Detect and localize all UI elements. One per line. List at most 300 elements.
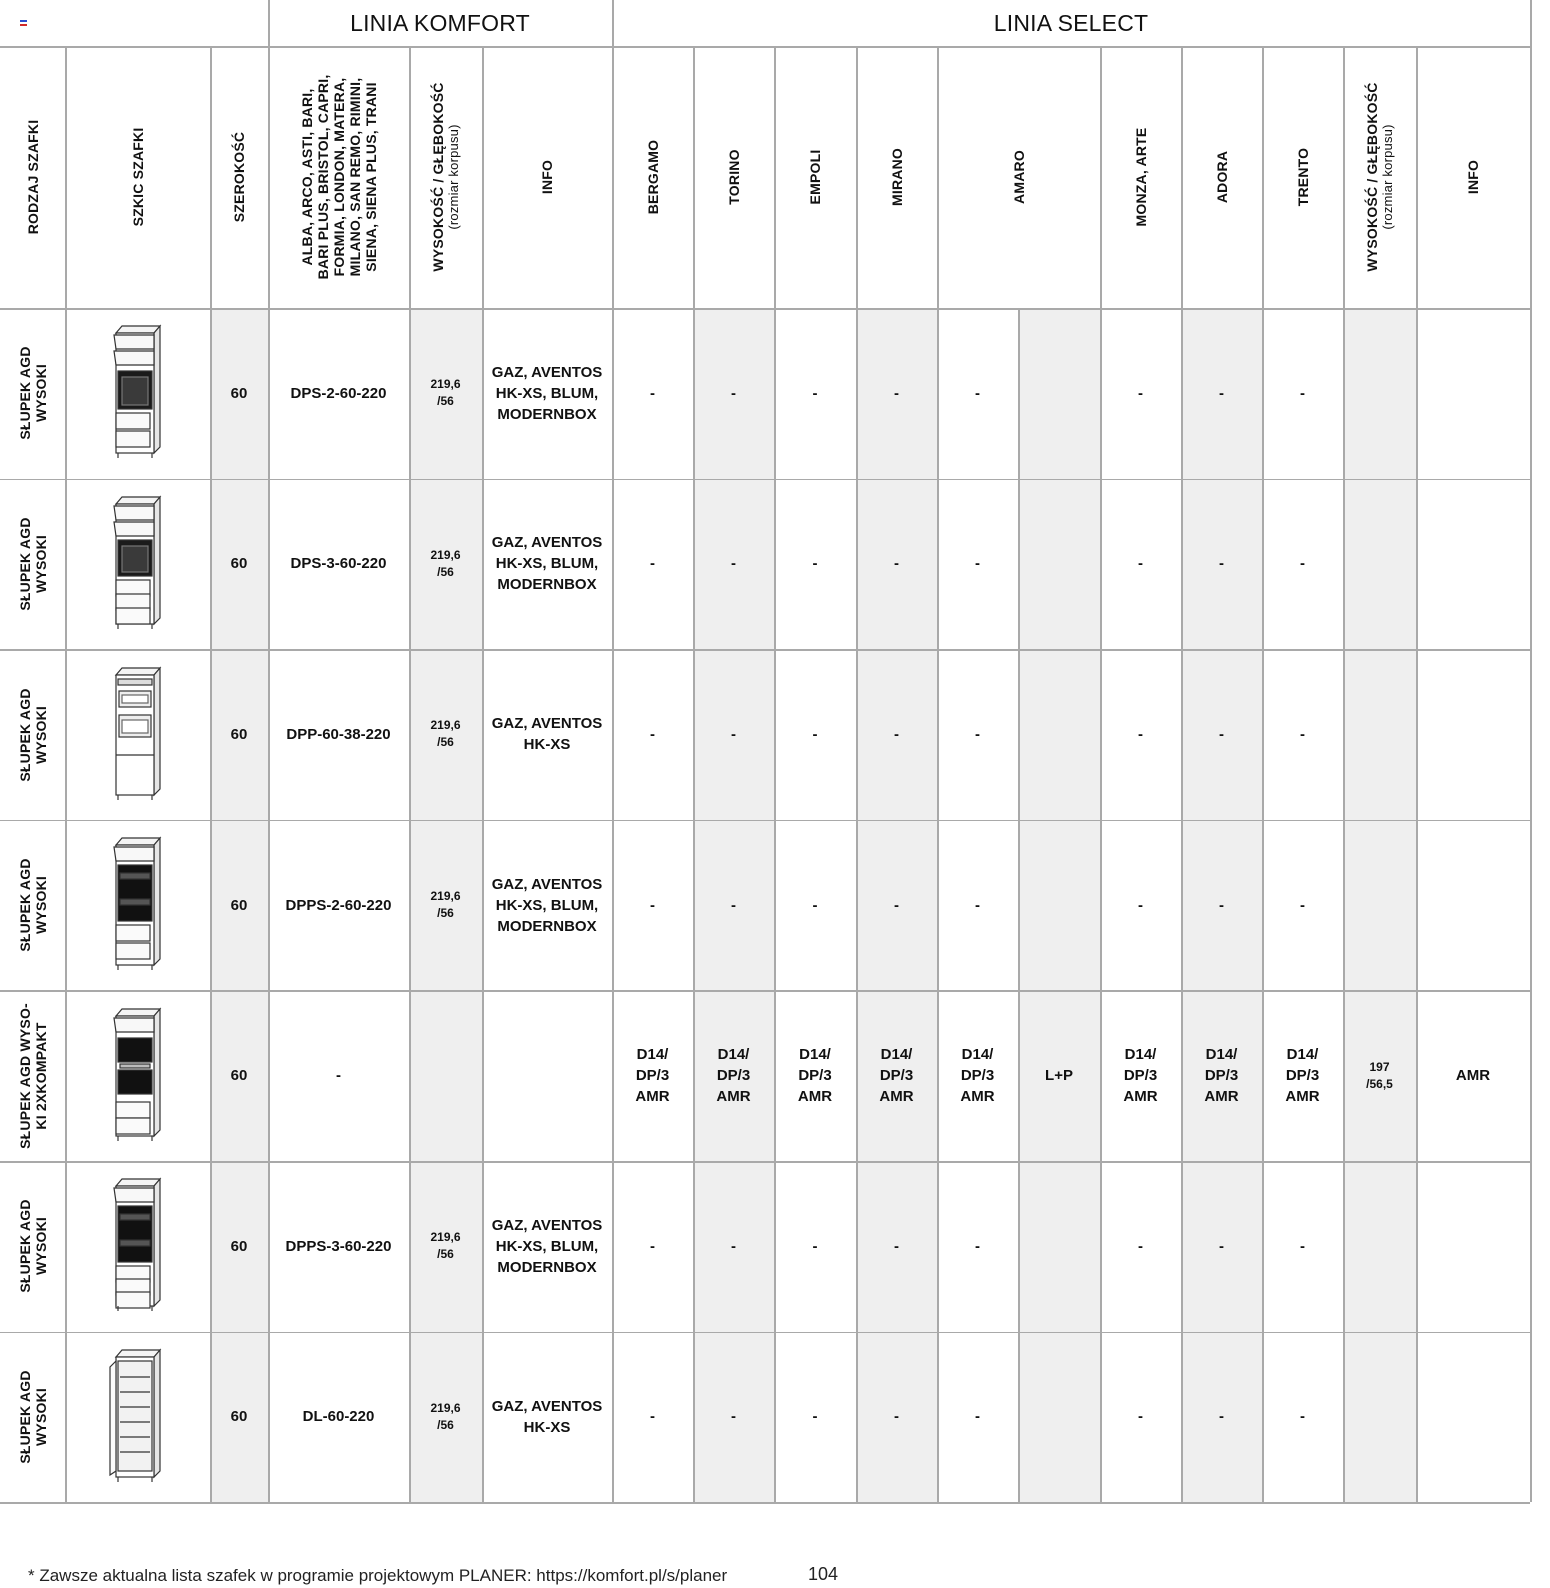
select-cell [774,649,856,820]
cell-line: - [975,725,980,743]
select-cell [1100,820,1181,991]
select-cell-text [1285,1044,1319,1107]
linia-komfort-heading: LINIA KOMFORT [350,9,530,36]
width-value-text: 60 [230,725,248,743]
select-cell [612,479,693,650]
cell-line: /56 [437,735,454,750]
select-cell [774,820,856,991]
tall-cabinet-fridge-icon [108,1347,168,1487]
select-cell-text [731,555,736,572]
cell-line: WYSOKI [32,1217,49,1276]
column-shade [1343,308,1416,1502]
tall-cabinet-double-appliance-2-drawers-icon [108,835,168,975]
cell-line: AMR [879,1088,914,1106]
grid-line [1343,46,1345,1502]
select-cell [774,990,856,1161]
cell-line: - [975,384,980,402]
width-value [210,820,268,991]
select-cell-text [894,1238,899,1255]
info-value-text [492,874,603,937]
cabinet-type-label [17,858,49,951]
cell-line: - [650,384,655,402]
grid-line [1530,0,1532,1502]
cell-line: WYSOKI [32,705,49,764]
select-cell-text [731,1238,736,1255]
select-cell [856,990,937,1161]
width-value [210,1332,268,1503]
cell-line: DP/3 [1123,1067,1158,1085]
select-cell-text [731,1408,736,1425]
cell-line: - [1138,725,1143,743]
select-cell [937,308,1018,479]
header-szkic-szafki-text: SZKIC SZAFKI [129,127,146,227]
cell-line: GAZ, AVENTOS [491,363,603,381]
cell-line: 219,6 [430,889,461,904]
header-wysokosc-glebokosc-komfort-text: WYSOKOŚĆ / GŁĘBOKOŚĆ [429,82,446,272]
select-cell-text [635,1044,669,1107]
header-empoli [807,150,823,205]
cell-line: - [812,1408,818,1426]
cabinet-code [268,990,409,1161]
select-cell [1262,1332,1343,1503]
select-cell [612,1332,693,1503]
cell-line: D14/ [961,1046,994,1064]
header-mirano [889,148,905,206]
width-value-text: 60 [230,1237,248,1255]
select-cell-text [975,1408,980,1425]
width-value [210,308,268,479]
cell-line: - [1219,1408,1224,1426]
header-mirano-text: MIRANO [888,148,905,206]
cell-line: SŁUPEK AGD [16,346,33,440]
info-select-value-text: AMR [1455,1067,1491,1085]
select-cell [774,1332,856,1503]
cell-line: - [1300,896,1305,914]
header-torino [726,149,742,204]
select-cell-text [894,555,899,572]
select-cell [1100,649,1181,820]
select-cell [856,479,937,650]
select-cell-text [1219,555,1224,572]
cell-line: - [894,1237,899,1255]
cabinet-code-text: DL-60-220 [302,1408,375,1426]
cell-line: - [1219,555,1224,573]
select-cell [693,1332,774,1503]
cell-line: - [975,896,980,914]
select-cell [1262,479,1343,650]
select-cell-text [894,385,899,402]
select-cell [774,308,856,479]
select-cell-text [650,1408,655,1425]
cabinet-code [268,649,409,820]
select-cell [612,1161,693,1332]
header-komfort-fronts [299,75,379,280]
width-value-text: 60 [230,384,248,402]
width-value-text: 60 [230,1408,248,1426]
header-adora-text: ADORA [1213,150,1230,204]
cell-line: - [1300,725,1305,743]
cell-line: - [650,555,655,573]
cell-line: DP/3 [879,1067,914,1085]
info-value-text [492,1396,603,1438]
cell-line: WYSOKI [32,534,49,593]
cell-line: AMR [1204,1088,1239,1106]
cell-line: HK-XS [523,736,571,754]
grid-line [1018,308,1020,1502]
select-cell-text [650,385,655,402]
select-cell [856,1161,937,1332]
cell-line: GAZ, AVENTOS [491,534,603,552]
select-cell-text [1300,726,1305,743]
info-value-text [492,532,603,595]
height-depth-value-text [430,717,460,751]
cell-line: 219,6 [430,377,461,392]
height-depth-value-text [430,547,460,581]
select-cell [693,990,774,1161]
cell-line: D14/ [799,1046,831,1064]
cell-line: - [975,555,980,573]
cell-line: L+P [1045,1067,1073,1085]
cell-line: HK-XS, BLUM, [495,1237,599,1255]
cell-line: - [650,725,655,743]
cabinet-code-text: DPS-3-60-220 [290,555,387,573]
cell-line: - [1219,725,1224,743]
cabinet-code-text: DPS-2-60-220 [290,384,387,402]
header-info-select-text: INFO [1465,159,1481,195]
cell-line: DP/3 [1204,1067,1239,1085]
cell-line: D14/ [1124,1046,1157,1064]
grid-line [65,46,67,1502]
header-szkic-szafki [130,128,146,227]
cell-line: /56 [437,906,454,921]
select-cell [1262,1161,1343,1332]
select-cell-text [813,1238,818,1255]
header-torino-text: TORINO [725,149,742,205]
width-value-text: 60 [230,896,248,914]
select-cell [1181,1332,1262,1503]
select-cell [1100,1332,1181,1503]
cell-line: D14/ [1286,1046,1319,1064]
cell-line: SŁUPEK AGD WYSO- [16,1002,33,1149]
cabinet-code [268,308,409,479]
cell-line: - [1138,384,1143,402]
cell-line: AMR [1285,1088,1320,1106]
cell-line: DP/3 [635,1067,670,1085]
cell-line: 219,6 [430,718,461,733]
cabinet-code [268,1332,409,1503]
header-monza-arte [1133,128,1149,227]
select-cell-text [960,1044,994,1107]
select-cell-text [879,1044,913,1107]
select-cell-text [650,555,655,572]
header-wysokosc-glebokosc-select-text: WYSOKOŚĆ / GŁĘBOKOŚĆ [1363,82,1380,272]
cabinet-code-text: DPP-60-38-220 [286,725,391,743]
cabinet-code [268,479,409,650]
cell-line: MODERNBOX [497,1258,597,1276]
select-cell-text [1219,1238,1224,1255]
cell-line: BARI PLUS, BRISTOL, CAPRI, [314,74,331,280]
tall-cabinet-double-appliance-3-drawers-icon [108,1176,168,1316]
grid-line [0,46,1530,48]
select-cell [693,649,774,820]
select-cell-text [1300,897,1305,914]
header-empoli-text: EMPOLI [807,149,823,205]
select-cell-text [1204,1044,1238,1107]
select-cell-text [975,385,980,402]
cell-line: - [731,725,736,743]
select-cell-text [975,726,980,743]
select-cell-text [1300,555,1305,572]
select-cell-text [1300,385,1305,402]
cell-line: - [1300,1237,1305,1255]
header-wysokosc-glebokosc-komfort-subtitle: (rozmiar korpusu) [445,124,461,230]
cell-line: - [731,384,736,402]
select-cell-text [813,555,818,572]
select-cell-text [1123,1044,1157,1107]
cell-line: - [975,1408,980,1426]
height-depth-value-text [430,888,460,922]
cell-line: - [975,1237,980,1255]
height-depth-value-text [430,1400,460,1434]
cell-line: - [894,896,899,914]
select-cell-text [650,1238,655,1255]
select-cell-text [894,1408,899,1425]
header-info-komfort [539,160,555,194]
cell-line: - [1138,1408,1143,1426]
select-cell-text [1219,726,1224,743]
select-cell-text [1138,726,1143,743]
height-depth-value [409,820,482,991]
select-cell [856,1332,937,1503]
cell-line: AMR [960,1088,995,1106]
select-cell-text [1219,1408,1224,1425]
cell-line: - [1219,896,1224,914]
select-cell [856,820,937,991]
select-cell [774,479,856,650]
select-cell [1181,820,1262,991]
cell-line: GAZ, AVENTOS [491,875,603,893]
cabinet-type-label [17,347,49,440]
cabinet-type-label [17,1370,49,1463]
select-cell-text [813,897,818,914]
cell-line: FORMIA, LONDON, MATERA, [330,77,347,277]
select-cell [1181,990,1262,1161]
select-cell [693,820,774,991]
info-value [482,1161,612,1332]
header-info-komfort-text: INFO [539,159,555,195]
cell-line: 219,6 [430,547,461,562]
select-cell [1262,649,1343,820]
select-cell [1181,649,1262,820]
cell-line: GAZ, AVENTOS [491,1397,603,1415]
select-cell-text [975,1238,980,1255]
cell-line: GAZ, AVENTOS [491,715,603,733]
cell-line: - [1300,1408,1305,1426]
header-adora [1214,151,1230,203]
cabinet-code-text: DPPS-3-60-220 [285,1237,392,1255]
cell-line: WYSOKI [32,1387,49,1446]
select-cell [693,479,774,650]
footnote: * Zawsze aktualna lista szafek w programie projektowym PLANER: https://komfort.pl/s/planer [28,1566,728,1585]
cell-line: GAZ, AVENTOS [491,1216,603,1234]
cell-line: SŁUPEK AGD [16,517,33,611]
info-value [482,479,612,650]
select-cell [1181,1161,1262,1332]
header-wysokosc-glebokosc-select [1364,82,1396,271]
cell-line: WYSOKI [32,364,49,423]
cabinet-code [268,820,409,991]
width-value-text: 60 [230,1067,248,1085]
cell-line: 219,6 [430,1400,461,1415]
cell-line: - [812,384,818,402]
select-cell-text [1219,897,1224,914]
cell-line: D14/ [717,1046,750,1064]
info-select-value [1416,990,1530,1161]
select-cell-text [650,726,655,743]
cell-line: - [1138,1237,1143,1255]
info-value-text [492,362,603,425]
cell-line: /56 [437,1417,454,1432]
cell-line: - [1300,555,1305,573]
cell-line: D14/ [636,1046,669,1064]
cabinet-type-label [17,688,49,781]
height-depth-value [409,479,482,650]
cell-line: - [812,725,818,743]
cell-line: D14/ [880,1046,913,1064]
linia-select-heading: LINIA SELECT [993,9,1149,36]
cell-line: AMR [1123,1088,1158,1106]
cell-line: AMR [797,1088,833,1106]
cell-line: - [894,1408,899,1426]
cell-line: - [894,384,899,402]
header-trento [1295,148,1311,207]
select-cell [937,990,1018,1161]
cell-line: 197 [1369,1059,1390,1074]
cell-line: SŁUPEK AGD [16,858,33,952]
cell-line: - [650,1237,655,1255]
cell-line: KI 2XKOMPAKT [32,1022,49,1130]
header-szerokosc-text: SZEROKOŚĆ [231,131,247,223]
select-cell-text [813,726,818,743]
select-cell [1100,990,1181,1161]
select-cell-text [894,897,899,914]
cell-line: AMR [716,1088,751,1106]
grid-line [1416,46,1418,1502]
select-cell [1181,308,1262,479]
width-value [210,649,268,820]
cell-line: - [1219,1237,1224,1255]
cell-line: - [1138,555,1143,573]
select-cell [612,820,693,991]
select-cell [774,1161,856,1332]
width-value-text: 60 [230,555,248,573]
info-value [482,1332,612,1503]
header-rodzaj-szafki-text: RODZAJ SZAFKI [24,119,41,235]
select-cell [1100,308,1181,479]
cabinet-type-label [17,1200,49,1293]
cell-line: AMR [635,1088,670,1106]
cell-line: SŁUPEK AGD [16,1199,33,1293]
height-depth-value-text [430,376,460,410]
tall-cabinet-oven-2-drawers-icon [108,323,168,463]
select-cell [937,820,1018,991]
cell-line: MILANO, SAN REMO, RIMINI, [346,77,363,277]
select-cell-text [1138,385,1143,402]
select-cell-text [1300,1408,1305,1425]
header-rodzaj-szafki [25,120,41,235]
cell-line: - [1138,896,1143,914]
width-value [210,1161,268,1332]
cell-line: WYSOKI [32,876,49,935]
select-cell [612,308,693,479]
cell-line: SŁUPEK AGD [16,1370,33,1464]
select-cell [1100,479,1181,650]
cell-line: HK-XS [523,1418,571,1436]
cabinet-code [268,1161,409,1332]
select-cell-text [975,555,980,572]
select-cell-text [813,385,818,402]
cabinet-type-label [17,1003,49,1149]
cell-line: 219,6 [430,1230,461,1245]
select-cell [937,1161,1018,1332]
header-info-select [1465,160,1481,194]
select-cell [937,479,1018,650]
cabinet-type-label [17,517,49,610]
page-number: 104 [808,1564,839,1584]
select-cell [1262,990,1343,1161]
cell-line: MODERNBOX [497,405,597,423]
header-monza-arte-text: MONZA, ARTE [1132,127,1149,227]
cell-line: MODERNBOX [497,917,597,935]
select-cell [1018,990,1100,1161]
cell-line: - [731,896,736,914]
cell-line: MODERNBOX [497,576,597,594]
cell-line: - [1300,384,1305,402]
select-cell-text [731,897,736,914]
select-cell-text [1300,1238,1305,1255]
cell-line: DP/3 [798,1067,832,1085]
cell-line: SŁUPEK AGD [16,687,33,782]
select-cell [612,990,693,1161]
select-cell-text [1138,1408,1143,1425]
info-value [482,308,612,479]
header-amaro [1011,150,1027,204]
select-cell [1262,820,1343,991]
cell-line: HK-XS, BLUM, [495,896,599,914]
cabinet-code-text: DPPS-2-60-220 [285,896,392,914]
cell-line: D14/ [1205,1046,1238,1064]
select-cell-text [716,1044,750,1107]
height-depth-value [409,1332,482,1503]
cell-line: - [650,1408,655,1426]
select-cell [937,649,1018,820]
select-cell [693,308,774,479]
select-cell-text [650,897,655,914]
select-cell-text [975,897,980,914]
select-cell-text [798,1044,832,1107]
height-depth-value [409,649,482,820]
select-cell-text [1219,385,1224,402]
cell-line: - [731,1408,736,1426]
select-cell [1181,479,1262,650]
cell-line: DP/3 [960,1067,995,1085]
header-amaro-text: AMARO [1010,150,1027,204]
select-cell-text [731,726,736,743]
select-cell [1262,308,1343,479]
cell-line: /56 [437,564,454,579]
cell-line: DP/3 [1285,1067,1320,1085]
header-trento-text: TRENTO [1294,147,1311,207]
